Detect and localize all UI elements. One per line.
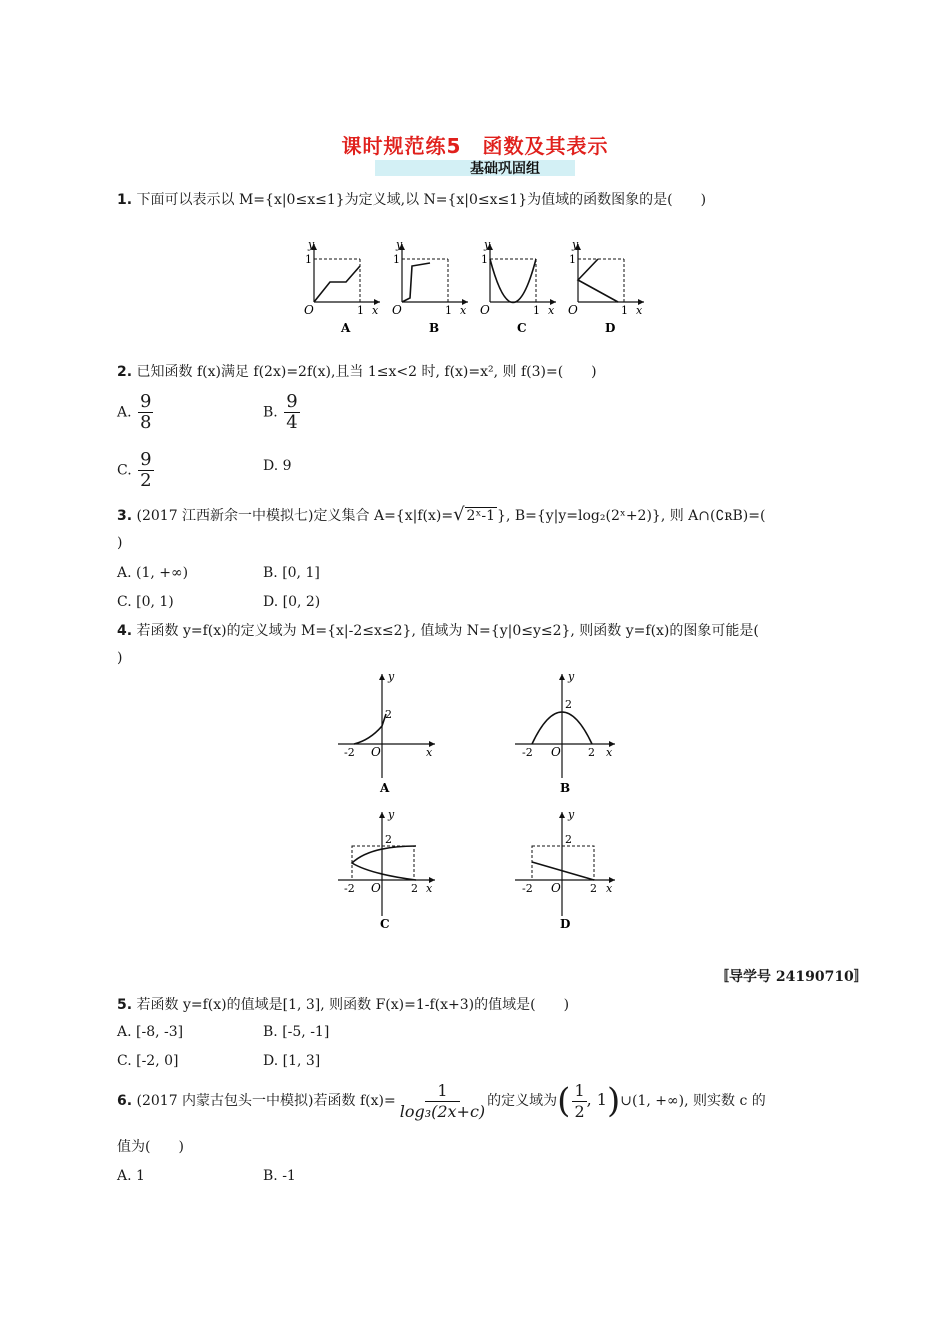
tick-label: 2 xyxy=(590,882,597,895)
denominator: log₃(2x+c) xyxy=(399,1101,486,1121)
graph-b xyxy=(392,238,468,335)
option-c xyxy=(117,450,154,491)
option-d xyxy=(263,456,292,476)
question-5 xyxy=(117,995,569,1015)
tick-label: -2 xyxy=(344,746,355,759)
graph-c xyxy=(338,808,435,931)
option-label: A. xyxy=(117,404,132,421)
question-text: }, B={y|y=log₂(2ˣ+2)}, 则 A∩(∁ʀB)=( xyxy=(497,508,766,524)
option-label: C. xyxy=(117,462,132,479)
option-a: A. (1, +∞) xyxy=(117,565,189,581)
option-d: D. [0, 2) xyxy=(263,594,321,610)
y-axis-label: y xyxy=(484,238,491,251)
tick-label: 1 xyxy=(305,253,312,266)
sqrt-sign: √ xyxy=(453,504,465,525)
question-number: 6. xyxy=(117,1093,133,1109)
option-label: D. xyxy=(263,458,279,474)
y-axis-label: y xyxy=(572,238,579,251)
fraction xyxy=(572,1081,586,1122)
option-a: A. 1 xyxy=(117,1168,145,1184)
tick-label: 2 xyxy=(565,698,572,711)
tick-label: 1 xyxy=(357,304,364,317)
graph-b xyxy=(515,670,615,795)
question-text: (2017 江西新余一中模拟七)定义集合 A={x|f(x)= xyxy=(136,508,454,524)
origin-label: O xyxy=(568,303,578,317)
question-4-continued: ) xyxy=(117,650,123,666)
option-value: 9 xyxy=(282,458,292,474)
question-text: (2017 内蒙古包头一中模拟)若函数 f(x)= xyxy=(136,1093,396,1109)
x-axis-label: x xyxy=(426,882,433,895)
question-6-continued: 值为( ) xyxy=(117,1139,184,1155)
question-1 xyxy=(117,190,706,210)
origin-label: O xyxy=(304,303,314,317)
option-b: B. [0, 1] xyxy=(263,565,320,581)
option-a xyxy=(117,392,153,433)
option-a: A. [-8, -3] xyxy=(117,1024,184,1040)
tick-label: 2 xyxy=(385,833,392,846)
question-text: ∪(1, +∞), 则实数 c 的 xyxy=(620,1093,766,1109)
graph-label: A xyxy=(380,781,390,795)
close-paren: ) xyxy=(606,1081,621,1121)
graph-a xyxy=(304,238,380,335)
option-c: C. [0, 1) xyxy=(117,594,174,610)
origin-label: O xyxy=(371,745,381,759)
option-c: C. [-2, 0] xyxy=(117,1053,179,1069)
x-axis-label: x xyxy=(606,882,613,895)
open-paren: ( xyxy=(557,1081,571,1121)
question-4-graphs xyxy=(330,668,620,938)
tick-label: 2 xyxy=(411,882,418,895)
fraction xyxy=(284,392,299,433)
question-number: 5. xyxy=(117,997,133,1013)
tick-label: 1 xyxy=(445,304,452,317)
denominator: 4 xyxy=(286,412,298,433)
section-subtitle: 基础巩固组 xyxy=(470,161,540,177)
numerator: 9 xyxy=(140,391,152,412)
denominator: 2 xyxy=(574,1101,585,1121)
fraction xyxy=(138,392,153,433)
origin-label: O xyxy=(480,303,490,317)
graph-d xyxy=(568,238,644,335)
y-axis-label: y xyxy=(568,670,575,683)
graph-d xyxy=(515,808,615,931)
option-label: B. xyxy=(263,404,278,421)
question-text: 已知函数 f(x)满足 f(2x)=2f(x),且当 1≤x<2 时, f(x)=x², 则 f(3)=( ) xyxy=(136,364,597,380)
question-number: 2. xyxy=(117,364,133,380)
tick-label: -2 xyxy=(344,882,355,895)
question-number: 4. xyxy=(117,623,133,639)
numerator: 9 xyxy=(140,449,152,470)
tick-label: 2 xyxy=(565,833,572,846)
numerator: 1 xyxy=(574,1080,585,1100)
y-axis-label: y xyxy=(568,808,575,821)
x-axis-label: x xyxy=(548,304,555,317)
question-text: 若函数 y=f(x)的值域是[1, 3], 则函数 F(x)=1-f(x+3)的值域是( ) xyxy=(136,997,570,1013)
graph-label: B xyxy=(429,321,440,335)
question-number: 1. xyxy=(117,192,133,208)
origin-label: O xyxy=(551,881,561,895)
question-text: 若函数 y=f(x)的定义域为 M={x|-2≤x≤2}, 值域为 N={y|0≤y≤2}, 则函数 y=f(x)的图象可能是( xyxy=(136,623,759,639)
graph-a xyxy=(338,670,435,795)
option-b: B. [-5, -1] xyxy=(263,1024,330,1040)
graph-label: D xyxy=(605,321,616,335)
fraction xyxy=(138,450,153,491)
origin-label: O xyxy=(392,303,402,317)
tick-label: 1 xyxy=(569,253,576,266)
question-3 xyxy=(117,505,765,526)
y-axis-label: y xyxy=(396,238,403,251)
reference-number: 〚导学号 24190710〛 xyxy=(715,969,868,985)
numerator: 1 xyxy=(425,1081,459,1102)
graph-label: C xyxy=(380,917,390,931)
tick-label: 1 xyxy=(481,253,488,266)
x-axis-label: x xyxy=(636,304,643,317)
y-axis-label: y xyxy=(308,238,315,251)
origin-label: O xyxy=(371,881,381,895)
graph-c xyxy=(480,238,556,335)
option-b: B. -1 xyxy=(263,1168,296,1184)
denominator: 2 xyxy=(140,470,152,491)
tick-label: 1 xyxy=(393,253,400,266)
tick-label: 1 xyxy=(533,304,540,317)
question-4 xyxy=(117,621,759,641)
question-3-continued: ) xyxy=(117,535,123,551)
question-text: 下面可以表示以 M={x|0≤x≤1}为定义域,以 N={x|0≤x≤1}为值域的函数图象的是( ) xyxy=(136,192,707,208)
graph-label: B xyxy=(560,781,571,795)
question-6 xyxy=(117,1078,766,1123)
y-axis-label: y xyxy=(388,670,395,683)
radicand: 2ˣ-1 xyxy=(466,508,496,524)
graph-label: D xyxy=(560,917,571,931)
denominator: 8 xyxy=(140,412,152,433)
x-axis-label: x xyxy=(426,746,433,759)
question-number: 3. xyxy=(117,508,133,524)
interval-end: , 1 xyxy=(586,1090,607,1109)
x-axis-label: x xyxy=(606,746,613,759)
graph-label: A xyxy=(341,321,351,335)
tick-label: 2 xyxy=(588,746,595,759)
x-axis-label: x xyxy=(460,304,467,317)
page-title: 课时规范练5 函数及其表示 xyxy=(341,134,609,158)
x-axis-label: x xyxy=(372,304,379,317)
tick-label: -2 xyxy=(522,882,533,895)
fraction xyxy=(398,1081,487,1122)
option-b xyxy=(263,392,300,433)
question-1-graphs xyxy=(300,236,650,336)
numerator: 9 xyxy=(286,391,298,412)
y-axis-label: y xyxy=(388,808,395,821)
graph-label: C xyxy=(517,321,527,335)
option-d: D. [1, 3] xyxy=(263,1053,321,1069)
tick-label: 1 xyxy=(621,304,628,317)
tick-label: 2 xyxy=(385,708,392,721)
question-text: 的定义域为 xyxy=(487,1093,558,1109)
tick-label: -2 xyxy=(522,746,533,759)
question-2 xyxy=(117,362,597,382)
origin-label: O xyxy=(551,745,561,759)
